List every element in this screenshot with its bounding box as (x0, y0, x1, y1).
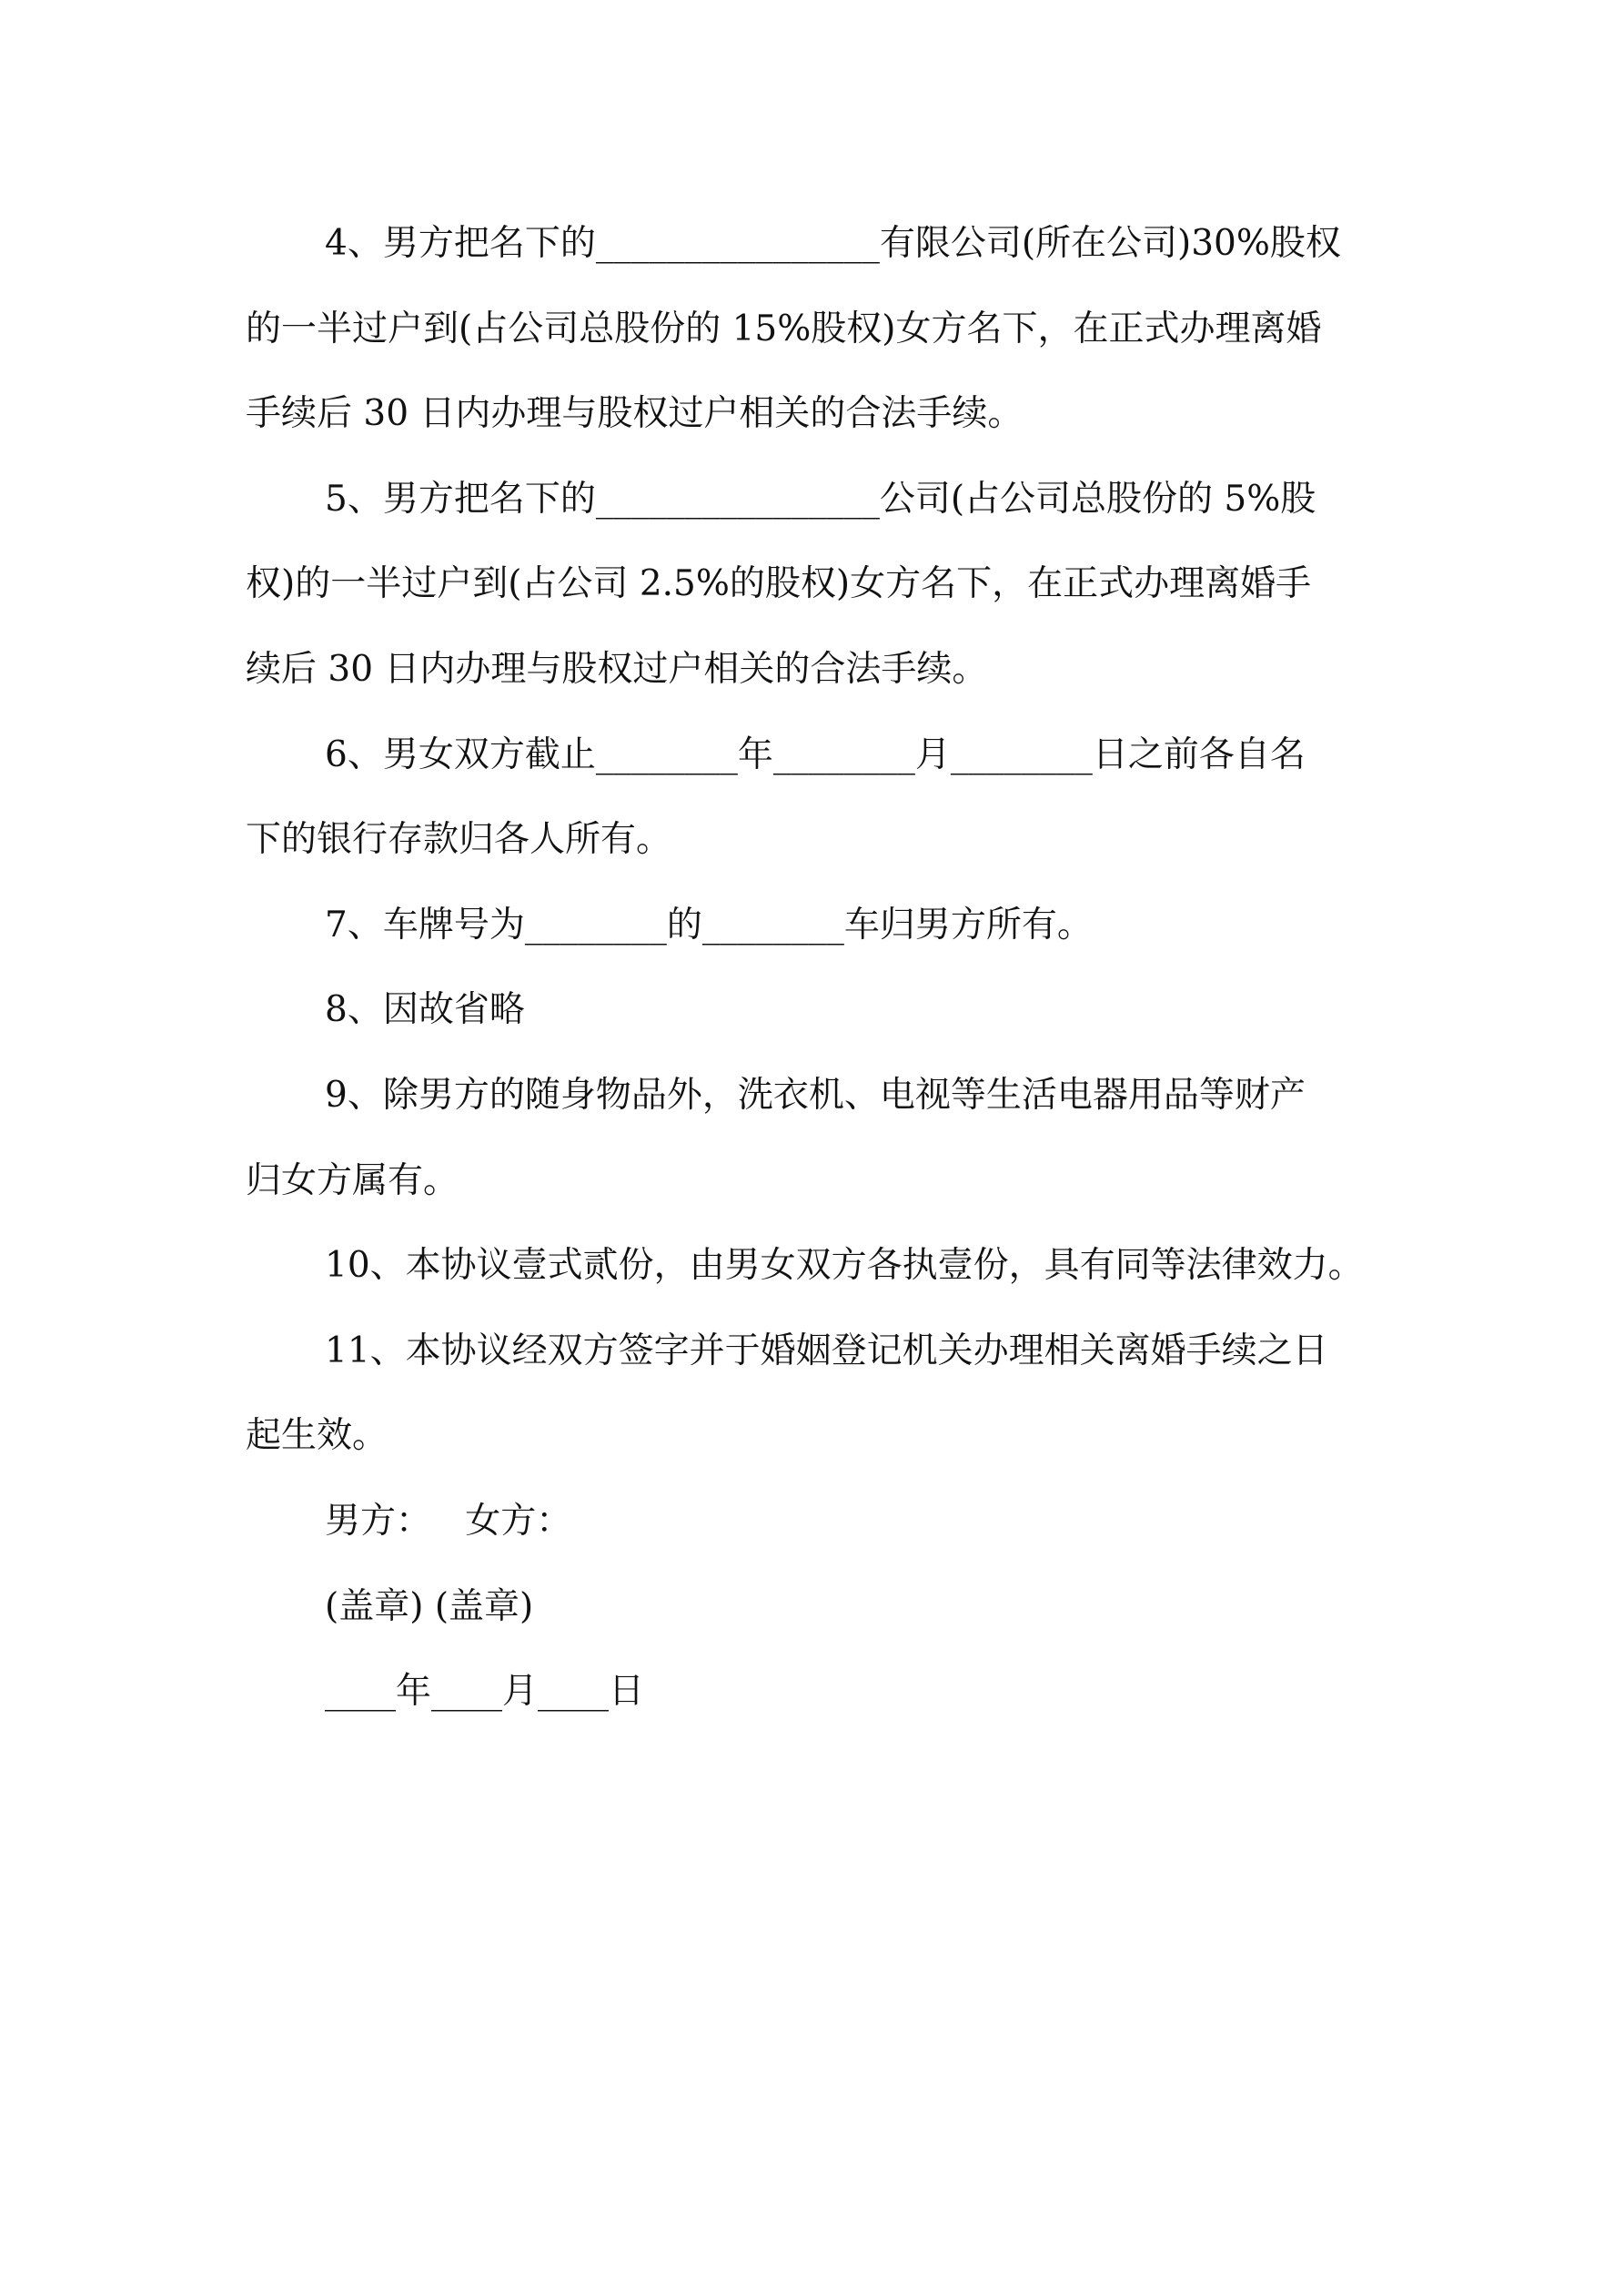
clause-9-line-1: 9、除男方的随身物品外，洗衣机、电视等生活电器用品等财产 (325, 1075, 1306, 1116)
clause-6-line-2: 下的银行存款归各人所有。 (246, 819, 672, 860)
clause-8-line-1: 8、因故省略 (325, 989, 525, 1030)
clause-10-line-1: 10、本协议壹式贰份，由男女双方各执壹份，具有同等法律效力。 (325, 1245, 1364, 1286)
clause-11-line-2: 起生效。 (246, 1415, 388, 1456)
signature-parties: 男方： 女方： (325, 1501, 572, 1542)
clause-4-line-3: 手续后 30 日内办理与股权过户相关的合法手续。 (246, 393, 1024, 434)
clause-4-line-1: 4、男方把名下的________________有限公司(所在公司)30%股权 (325, 223, 1341, 264)
clause-7-line-1: 7、车牌号为________的________车归男方所有。 (325, 905, 1093, 946)
signature-seals: (盖章) (盖章) (325, 1586, 534, 1627)
clause-4-line-2: 的一半过户到(占公司总股份的 15%股权)女方名下，在正式办理离婚 (246, 308, 1322, 349)
clause-9-line-2: 归女方属有。 (246, 1160, 459, 1201)
clause-5-line-2: 权)的一半过户到(占公司 2.5%的股权)女方名下，在正式办理离婚手 (246, 563, 1312, 604)
clause-5-line-3: 续后 30 日内办理与股权过户相关的合法手续。 (246, 649, 988, 690)
clause-6-line-1: 6、男女双方截止________年________月________日之前各自名 (325, 734, 1306, 775)
clause-5-line-1: 5、男方把名下的________________公司(占公司总股份的 5%股 (325, 479, 1316, 520)
clause-11-line-1: 11、本协议经双方签字并于婚姻登记机关办理相关离婚手续之日 (325, 1330, 1328, 1371)
signature-date: ____年____月____日 (325, 1671, 645, 1712)
